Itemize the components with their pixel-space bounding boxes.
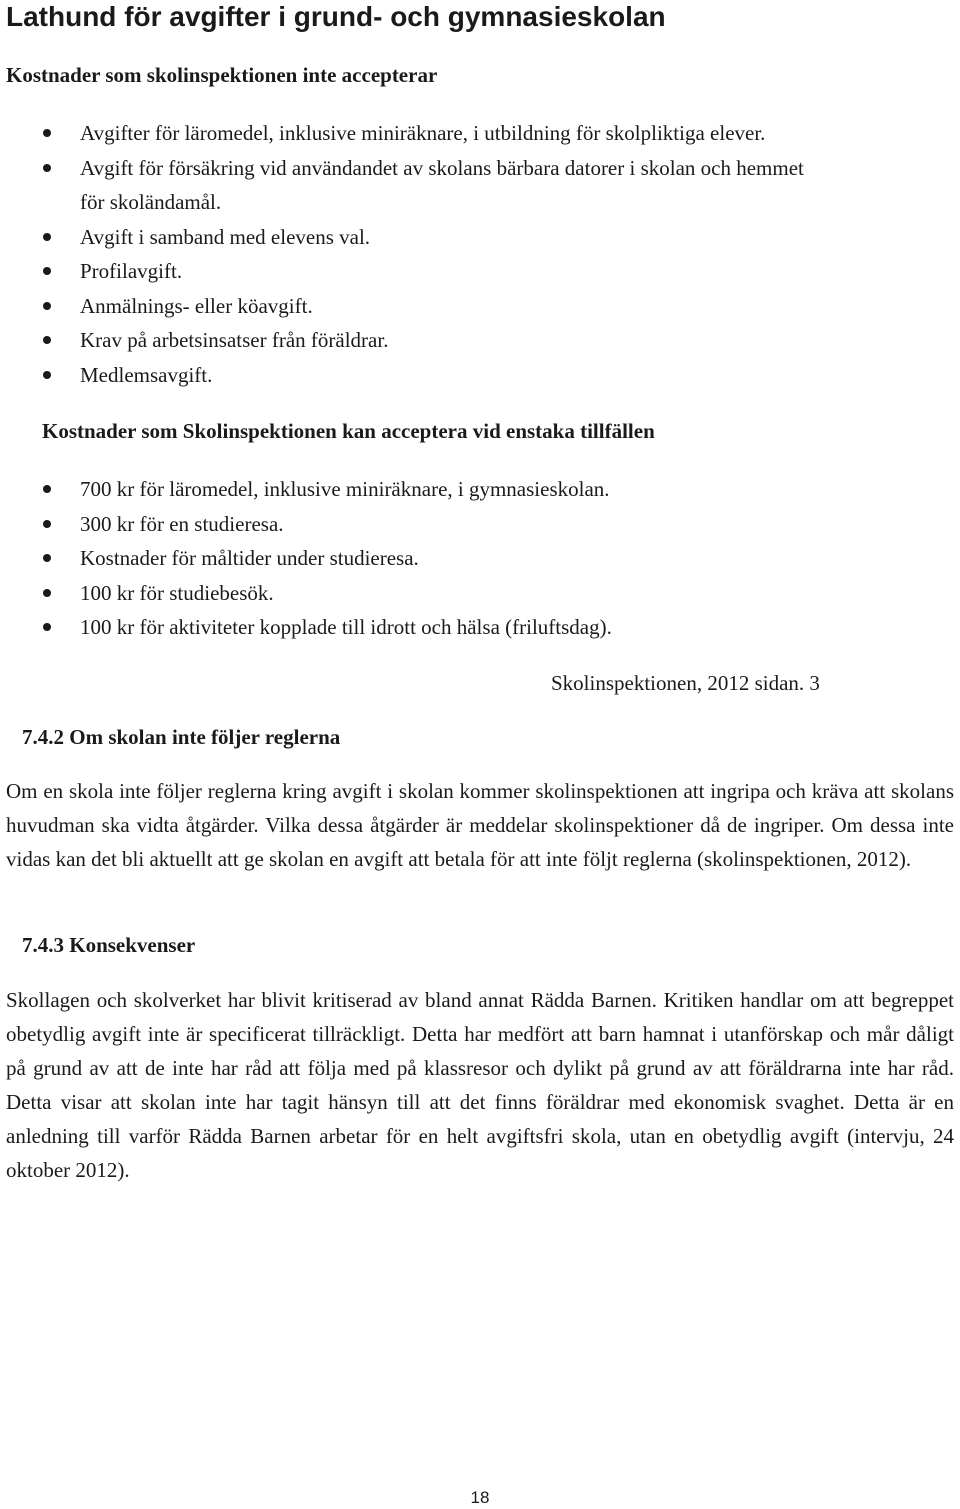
list-item-text: 700 kr för läromedel, inklusive miniräknare, i gymnasieskolan. xyxy=(80,477,610,501)
section-heading-consequences: 7.4.3 Konsekvenser xyxy=(22,933,196,957)
bullet-icon xyxy=(43,371,51,379)
list-item-text: Avgifter för läromedel, inklusive miniräknare, i utbildning för skolpliktiga elever. xyxy=(80,121,766,145)
list-item-text: 100 kr för studiebesök. xyxy=(80,580,274,605)
paragraph-consequences: Skollagen och skolverket har blivit kritiserad av bland annat Rädda Barnen. Kritiken handlar om att begreppet obetydlig avgift inte är specificerat tillräckligt. Detta har medfört att barn hamnat i utanförskap och mår dåligt på grund av att de inte har råd att följa med på klassresor och dylikt på grund av att föräldrarna inte har råd. Detta visar att skolan inte har tagit hänsyn till att det finns föräldrar med ekonomisk svaghet. Detta är en anledning till varför Rädda Barnen arbetar för en helt avgiftsfri skola, utan en obetydlig avgift (intervju, 24 oktober 2012). xyxy=(6,988,954,1182)
page-number: 18 xyxy=(470,1488,490,1507)
list-item xyxy=(0,541,960,576)
list-item-text: Profilavgift. xyxy=(80,259,183,283)
list-item xyxy=(0,576,960,611)
list-item-text: 300 kr för en studieresa. xyxy=(80,511,284,536)
list-item-text: Medlemsavgift. xyxy=(80,362,213,387)
bullet-icon xyxy=(43,336,51,344)
list-item xyxy=(0,507,960,542)
list-item-text-continued: för skoländamål. xyxy=(80,190,222,214)
bullet-icon xyxy=(43,164,51,172)
source-citation: Skolinspektionen, 2012 sidan. 3 xyxy=(551,671,820,695)
bullet-icon xyxy=(43,485,51,493)
list-item xyxy=(0,116,960,151)
list-item-text: Avgift i samband med elevens val. xyxy=(80,224,371,249)
bullet-icon xyxy=(43,233,51,241)
list-item-text: Krav på arbetsinsatser från föräldrar. xyxy=(80,328,389,352)
list-item-text: Kostnader för måltider under studieresa. xyxy=(80,546,419,570)
bullet-icon xyxy=(43,589,51,597)
list-item-text: Avgift för försäkring vid användandet av skolans bärbara datorer i skolan och hemmet xyxy=(80,155,804,180)
not-accepted-list xyxy=(0,116,960,392)
list-item xyxy=(0,610,960,645)
list-item-text: Anmälnings- eller köavgift. xyxy=(80,293,313,318)
section-heading-rules: 7.4.2 Om skolan inte följer reglerna xyxy=(22,725,341,749)
bullet-icon xyxy=(43,623,51,631)
list-item xyxy=(0,358,960,393)
list-item xyxy=(0,220,960,255)
bullet-icon xyxy=(43,520,51,528)
accepted-list xyxy=(0,472,960,645)
page-title: Lathund för avgifter i grund- och gymnasieskolan xyxy=(6,1,666,32)
section-heading-not-accepted: Kostnader som skolinspektionen inte accepterar xyxy=(6,63,438,87)
bullet-icon xyxy=(43,554,51,562)
list-item xyxy=(0,151,960,220)
bullet-icon xyxy=(43,302,51,310)
list-item xyxy=(0,289,960,324)
list-item xyxy=(0,472,960,507)
bullet-icon xyxy=(43,129,51,137)
list-item-text: 100 kr för aktiviteter kopplade till idrott och hälsa (friluftsdag). xyxy=(80,615,612,639)
paragraph-rules: Om en skola inte följer reglerna kring avgift i skolan kommer skolinspektionen att ingripa och kräva att skolans huvudman ska vidta åtgärder. Vilka dessa åtgärder är meddelar skolinspektioner då de ingriper. Om dessa inte vidas kan det bli aktuellt att ge skolan en avgift att betala för att inte följt reglerna (skolinspektionen, 2012). xyxy=(6,779,954,871)
list-item xyxy=(0,323,960,358)
section-heading-accepted: Kostnader som Skolinspektionen kan acceptera vid enstaka tillfällen xyxy=(42,419,655,443)
bullet-icon xyxy=(43,267,51,275)
list-item xyxy=(0,254,960,289)
